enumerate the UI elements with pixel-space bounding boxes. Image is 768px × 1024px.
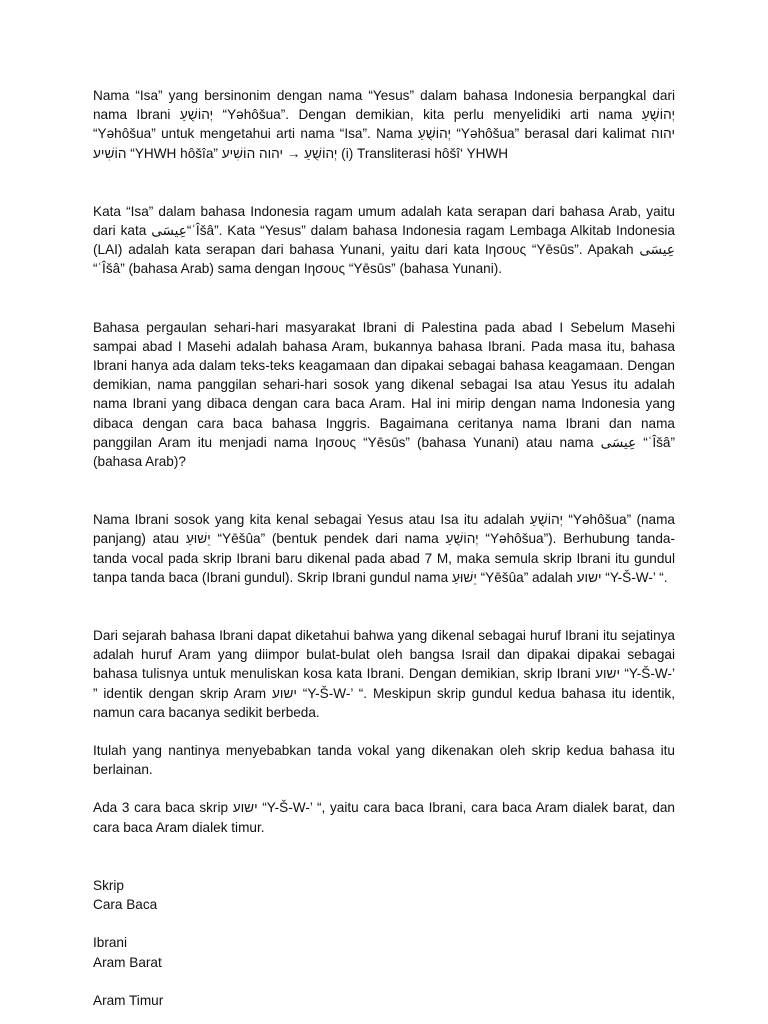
paragraph-4: Nama Ibrani sosok yang kita kenal sebagai Yesus atau Isa itu adalah יְהוֹשֻׁעַ “Yəhôšua” (nama panjang) atau יֵשׁוּעַ “Yēšûa” (bentuk pendek dari nama יְהוֹשֻׁעַ “Yəhôšua”). Berhubung tanda-tanda vocal pada skrip Ibrani baru dikenal pada abad 7 M, maka semula skrip Ibrani itu gundul tanpa tanda baca (Ibrani gundul). Skrip Ibrani gundul nama יֵשׁוּעַ “Yēšûa” adalah ישוע “Y-Š-W-’ “. <box>93 512 675 585</box>
table-row-aram-barat: Aram Barat <box>93 954 162 970</box>
table-header-cara-baca: Cara Baca <box>93 897 158 913</box>
paragraph-1: Nama “Isa” yang bersinonim dengan nama “Yesus” dalam bahasa Indonesia berpangkal dari nama Ibrani יְהוֹשֻׁעַ “Yəhôšua”. Dengan demikian, kita perlu menyelidiki arti nama יְהוֹשֻׁעַ “Yəhôšua” untuk mengetahui arti nama “Isa”. Nama יְהוֹשֻׁעַ “Yəhôšua” berasal dari kalimat יהוה הוֹשִׁיע “YHWH hôšîa” יְהוֹשֻׁעַ → יהוה הוֹשִׁיע (i) Transliterasi hôšî‘ YHWH <box>93 88 676 161</box>
paragraph-3: Bahasa pergaulan sehari-hari masyarakat Ibrani di Palestina pada abad I Sebelum Masehi sampai abad I Masehi adalah bahasa Aram, bukannya bahasa Ibrani. Pada masa itu, bahasa Ibrani hanya ada dalam teks-teks keagamaan dan dipakai sebagai bahasa keagamaan. Dengan demikian, nama panggilan sehari-hari sosok yang dikenal sebagai Isa atau Yesus itu adalah nama Ibrani yang dibaca dengan cara baca Aram. Hal ini mirip dengan nama Indonesia yang dibaca dengan cara baca bahasa Inggris. Bagaimana ceritanya nama Ibrani dan nama panggilan Aram itu menjadi nama Ιησους “Yēsūs” (bahasa Yunani) atau nama عِيسَى “ʿÎšâ” (bahasa Arab)? <box>93 319 675 470</box>
table-header-skrip: Skrip <box>93 877 124 893</box>
paragraph-5: Dari sejarah bahasa Ibrani dapat diketahui bahwa yang dikenal sebagai huruf Ibrani itu sejatinya adalah huruf Aram yang diimpor bulat-bulat oleh bangsa Israil dan dipakai dipakai sebagai bahasa tulisnya untuk menuliskan kosa kata Ibrani. Dengan demikian, skrip Ibrani ישוע “Y-Š-W-’ ” identik dengan skrip Aram ישוע “Y-Š-W-’ “. Meskipun skrip gundul kedua bahasa itu identik, namun cara bacanya sedikit berbeda. <box>93 628 676 720</box>
paragraph-7: Ada 3 cara baca skrip ישוע “Y-Š-W-’ “, yaitu cara baca Ibrani, cara baca Aram dialek barat, dan cara baca Aram dialek timur. <box>93 800 675 835</box>
table-row-ibrani: Ibrani <box>93 935 128 951</box>
paragraph-2: Kata “Isa” dalam bahasa Indonesia ragam umum adalah kata serapan dari bahasa Arab, yaitu dari kata عِيسَى“ʿÎšâ”. Kata “Yesus” dalam bahasa Indonesia ragam Lembaga Alkitab Indonesia (LAI) adalah kata serapan dari bahasa Yunani, yaitu dari kata Ιησους “Yēsūs”. Apakah عِيسَى “ʿÎšâ” (bahasa Arab) sama dengan Ιησους “Yēsūs” (bahasa Yunani). <box>93 203 675 277</box>
paragraph-6: Itulah yang nantinya menyebabkan tanda vokal yang dikenakan oleh skrip kedua bahasa itu berlainan. <box>93 743 675 778</box>
table-row-aram-timur: Aram Timur <box>93 992 164 1008</box>
